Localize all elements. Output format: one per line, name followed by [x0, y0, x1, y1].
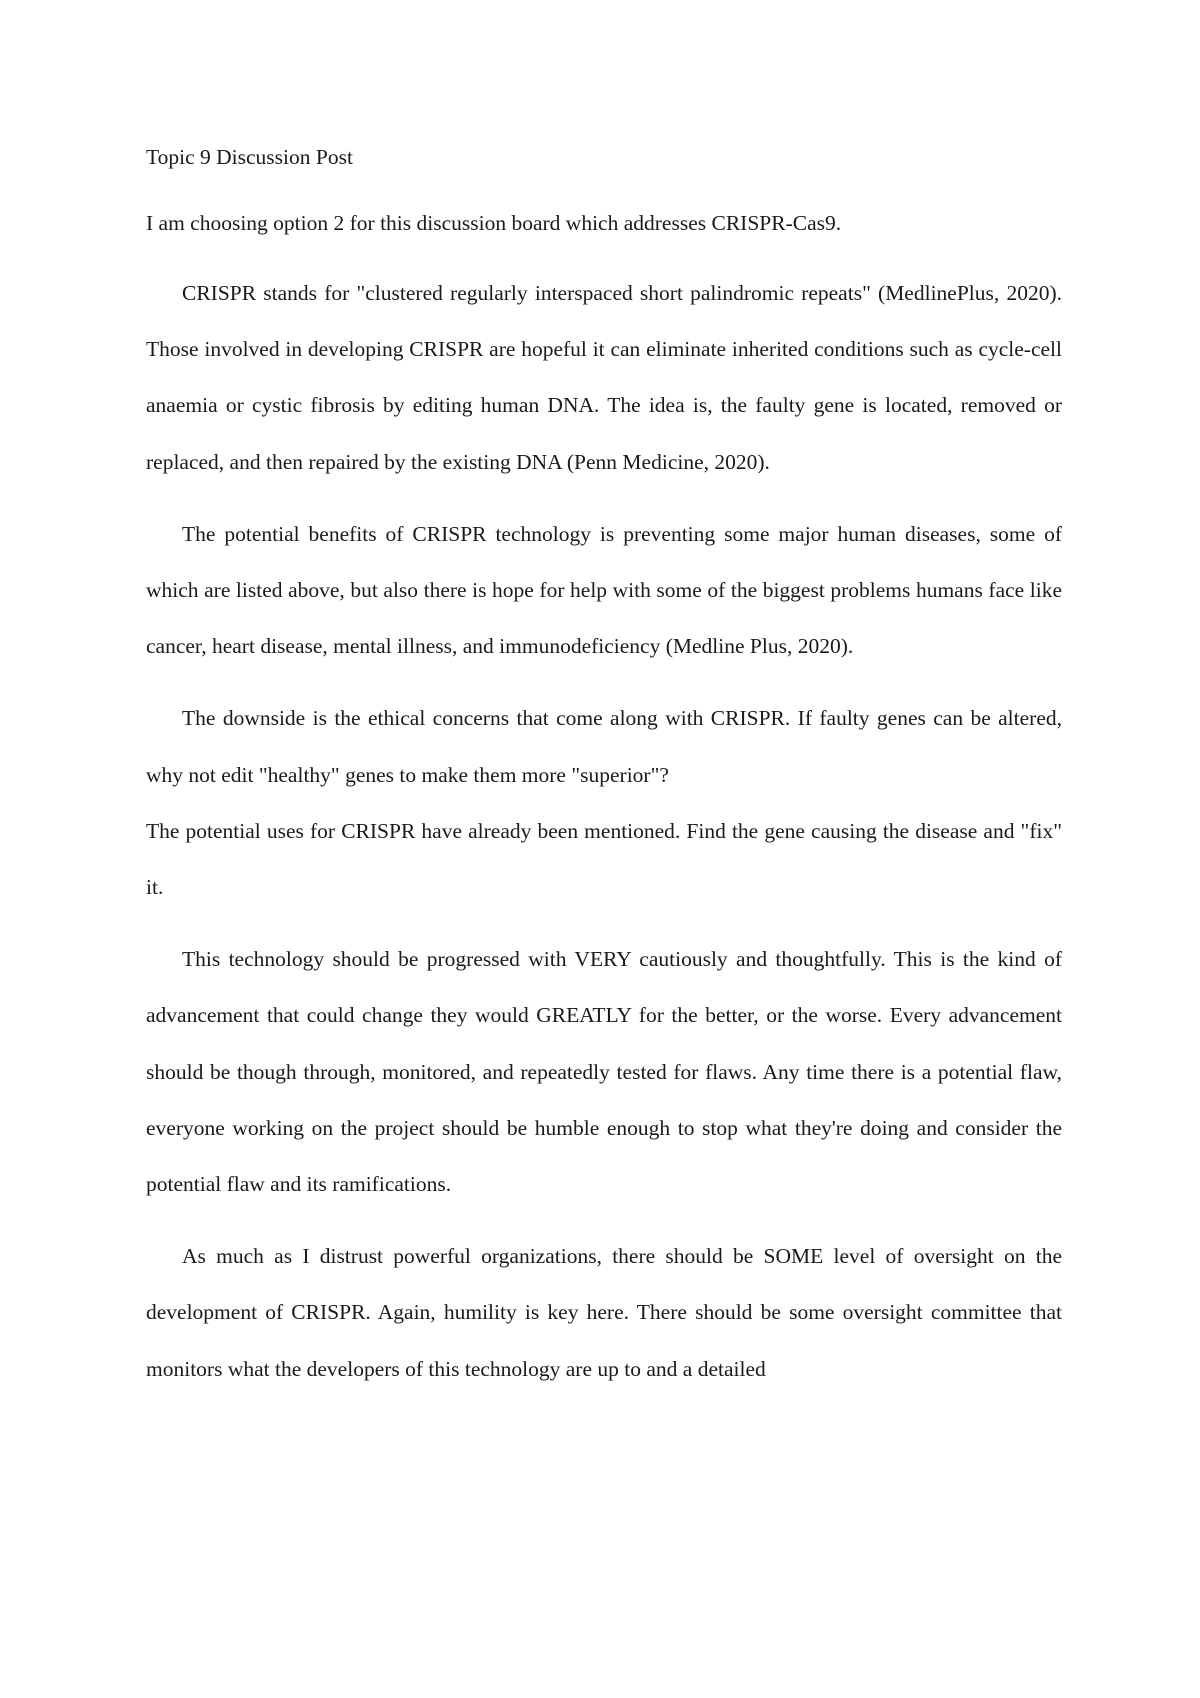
paragraph-benefits: The potential benefits of CRISPR technology is preventing some major human diseases, some of which are listed above, but also there is hope for help with some of the biggest problems humans face like cancer, heart disease, mental illness, and immunodeficiency (Medline Plus, 2020).	[146, 521, 1062, 659]
paragraph-oversight: As much as I distrust powerful organizations, there should be SOME level of oversight on the development of CRISPR. Again, humility is key here. There should be some oversight committee that monitors what the developers of this technology are up to and a detailed	[146, 1244, 1062, 1381]
paragraph-downside: The downside is the ethical concerns that come along with CRISPR. If faulty genes can be altered, why not edit "healthy" genes to make them more "superior"?	[146, 706, 1062, 787]
intro-line: I am choosing option 2 for this discussion board which addresses CRISPR-Cas9.	[146, 211, 842, 235]
paragraph-uses: The potential uses for CRISPR have already been mentioned. Find the gene causing the disease and "fix" it.	[146, 818, 1062, 900]
document-body	[146, 143, 1062, 1413]
paragraph-crispr-definition: CRISPR stands for "clustered regularly interspaced short palindromic repeats" (MedlinePlus, 2020). Those involved in developing CRISPR are hopeful it can eliminate inherited conditions such as cycle-cell anaemia or cystic fibrosis by editing human DNA. The idea is, the faulty gene is located, removed or replaced, and then repaired by the existing DNA (Penn Medicine, 2020).	[146, 281, 1062, 474]
paragraph-caution: This technology should be progressed with VERY cautiously and thoughtfully. This is the kind of advancement that could change they would GREATLY for the better, or the worse. Every advancement should be though through, monitored, and repeatedly tested for flaws. Any time there is a potential flaw, everyone working on the project should be humble enough to stop what they're doing and consider the potential flaw and its ramifications.	[146, 947, 1062, 1197]
document-title: Topic 9 Discussion Post	[146, 145, 353, 169]
